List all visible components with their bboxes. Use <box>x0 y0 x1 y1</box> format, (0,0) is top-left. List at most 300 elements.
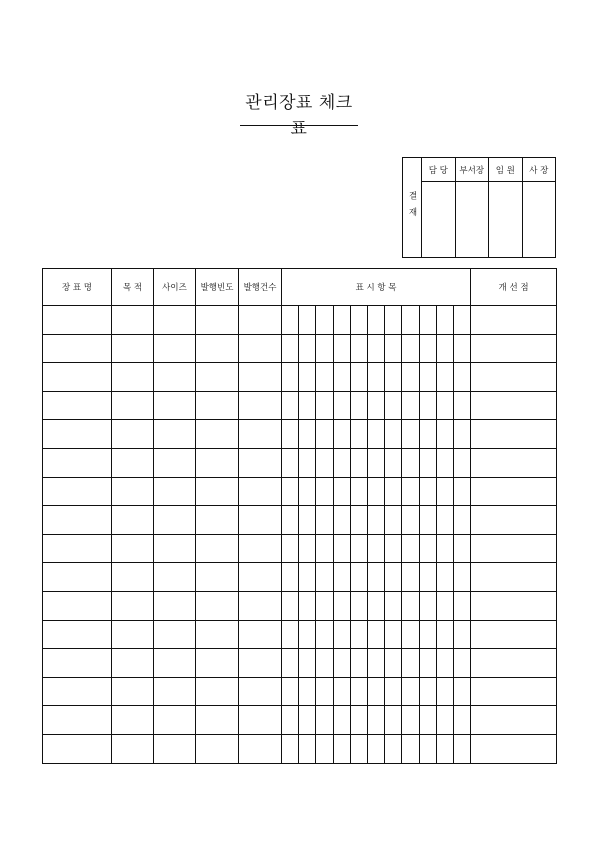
cell-display-item-check[interactable] <box>282 534 299 563</box>
cell-display-item-check[interactable] <box>299 677 316 706</box>
cell-purpose[interactable] <box>112 591 154 620</box>
cell-issue-count[interactable] <box>239 591 282 620</box>
cell-display-item-check[interactable] <box>436 391 453 420</box>
cell-issue-frequency[interactable] <box>196 591 239 620</box>
cell-issue-count[interactable] <box>239 734 282 763</box>
cell-display-item-check[interactable] <box>316 420 333 449</box>
cell-display-item-check[interactable] <box>299 706 316 735</box>
cell-display-item-check[interactable] <box>350 734 367 763</box>
cell-display-item-check[interactable] <box>385 649 402 678</box>
cell-purpose[interactable] <box>112 506 154 535</box>
cell-size[interactable] <box>154 391 196 420</box>
cell-display-item-check[interactable] <box>333 649 350 678</box>
cell-display-item-check[interactable] <box>367 334 384 363</box>
cell-display-item-check[interactable] <box>402 506 419 535</box>
cell-display-item-check[interactable] <box>419 420 436 449</box>
cell-display-item-check[interactable] <box>350 649 367 678</box>
cell-display-item-check[interactable] <box>350 706 367 735</box>
cell-improvement[interactable] <box>471 306 557 335</box>
table-row <box>43 706 557 735</box>
cell-report-name[interactable] <box>43 620 112 649</box>
cell-display-item-check[interactable] <box>333 734 350 763</box>
cell-display-item-check[interactable] <box>333 448 350 477</box>
page-title: 관리장표 체크표 <box>240 90 358 126</box>
cell-display-item-check[interactable] <box>367 649 384 678</box>
cell-display-item-check[interactable] <box>402 363 419 392</box>
cell-size[interactable] <box>154 477 196 506</box>
table-row <box>43 391 557 420</box>
cell-display-item-check[interactable] <box>299 563 316 592</box>
cell-display-item-check[interactable] <box>385 391 402 420</box>
cell-purpose[interactable] <box>112 448 154 477</box>
cell-display-item-check[interactable] <box>282 563 299 592</box>
cell-display-item-check[interactable] <box>367 363 384 392</box>
cell-display-item-check[interactable] <box>436 334 453 363</box>
cell-display-item-check[interactable] <box>436 534 453 563</box>
cell-display-item-check[interactable] <box>316 506 333 535</box>
cell-display-item-check[interactable] <box>436 563 453 592</box>
cell-display-item-check[interactable] <box>367 734 384 763</box>
cell-report-name[interactable] <box>43 534 112 563</box>
cell-issue-count[interactable] <box>239 563 282 592</box>
cell-purpose[interactable] <box>112 420 154 449</box>
cell-issue-frequency[interactable] <box>196 477 239 506</box>
cell-display-item-check[interactable] <box>333 563 350 592</box>
cell-size[interactable] <box>154 334 196 363</box>
cell-display-item-check[interactable] <box>299 448 316 477</box>
cell-display-item-check[interactable] <box>453 363 470 392</box>
cell-display-item-check[interactable] <box>299 591 316 620</box>
cell-display-item-check[interactable] <box>367 677 384 706</box>
cell-issue-count[interactable] <box>239 620 282 649</box>
cell-improvement[interactable] <box>471 591 557 620</box>
signature-cell-staff[interactable] <box>422 182 456 258</box>
cell-display-item-check[interactable] <box>299 363 316 392</box>
cell-purpose[interactable] <box>112 620 154 649</box>
cell-display-item-check[interactable] <box>367 391 384 420</box>
cell-display-item-check[interactable] <box>282 391 299 420</box>
cell-issue-count[interactable] <box>239 506 282 535</box>
cell-display-item-check[interactable] <box>385 534 402 563</box>
cell-display-item-check[interactable] <box>385 306 402 335</box>
approval-header-president: 사 장 <box>522 158 556 182</box>
cell-improvement[interactable] <box>471 477 557 506</box>
cell-size[interactable] <box>154 420 196 449</box>
cell-display-item-check[interactable] <box>402 563 419 592</box>
cell-display-item-check[interactable] <box>385 363 402 392</box>
cell-display-item-check[interactable] <box>367 448 384 477</box>
cell-display-item-check[interactable] <box>453 391 470 420</box>
cell-issue-frequency[interactable] <box>196 620 239 649</box>
cell-display-item-check[interactable] <box>316 591 333 620</box>
cell-display-item-check[interactable] <box>350 363 367 392</box>
cell-display-item-check[interactable] <box>402 677 419 706</box>
approval-header-row <box>403 158 556 182</box>
cell-display-item-check[interactable] <box>402 649 419 678</box>
cell-display-item-check[interactable] <box>402 334 419 363</box>
cell-report-name[interactable] <box>43 506 112 535</box>
cell-display-item-check[interactable] <box>316 563 333 592</box>
cell-display-item-check[interactable] <box>385 563 402 592</box>
approval-header-staff: 담 당 <box>422 158 456 182</box>
cell-display-item-check[interactable] <box>453 591 470 620</box>
table-row <box>43 363 557 392</box>
cell-display-item-check[interactable] <box>299 506 316 535</box>
cell-display-item-check[interactable] <box>299 420 316 449</box>
cell-display-item-check[interactable] <box>282 448 299 477</box>
cell-display-item-check[interactable] <box>419 706 436 735</box>
cell-issue-frequency[interactable] <box>196 420 239 449</box>
table-row <box>43 306 557 335</box>
cell-report-name[interactable] <box>43 420 112 449</box>
cell-issue-count[interactable] <box>239 420 282 449</box>
cell-display-item-check[interactable] <box>453 534 470 563</box>
cell-issue-frequency[interactable] <box>196 363 239 392</box>
cell-display-item-check[interactable] <box>419 620 436 649</box>
cell-display-item-check[interactable] <box>453 420 470 449</box>
cell-display-item-check[interactable] <box>299 391 316 420</box>
cell-display-item-check[interactable] <box>385 420 402 449</box>
cell-display-item-check[interactable] <box>316 477 333 506</box>
cell-display-item-check[interactable] <box>453 306 470 335</box>
cell-size[interactable] <box>154 620 196 649</box>
cell-purpose[interactable] <box>112 334 154 363</box>
cell-display-item-check[interactable] <box>419 677 436 706</box>
cell-display-item-check[interactable] <box>402 391 419 420</box>
cell-display-item-check[interactable] <box>316 534 333 563</box>
approval-header-executive: 임 원 <box>489 158 523 182</box>
cell-display-item-check[interactable] <box>367 534 384 563</box>
cell-display-item-check[interactable] <box>350 306 367 335</box>
cell-display-item-check[interactable] <box>333 363 350 392</box>
cell-issue-frequency[interactable] <box>196 649 239 678</box>
table-row <box>43 620 557 649</box>
cell-display-item-check[interactable] <box>402 734 419 763</box>
cell-report-name[interactable] <box>43 677 112 706</box>
cell-display-item-check[interactable] <box>453 620 470 649</box>
cell-display-item-check[interactable] <box>453 734 470 763</box>
cell-display-item-check[interactable] <box>453 563 470 592</box>
cell-purpose[interactable] <box>112 563 154 592</box>
cell-display-item-check[interactable] <box>453 477 470 506</box>
cell-display-item-check[interactable] <box>282 649 299 678</box>
cell-issue-count[interactable] <box>239 706 282 735</box>
cell-size[interactable] <box>154 563 196 592</box>
cell-display-item-check[interactable] <box>299 334 316 363</box>
cell-purpose[interactable] <box>112 734 154 763</box>
table-row <box>43 677 557 706</box>
cell-display-item-check[interactable] <box>333 677 350 706</box>
cell-report-name[interactable] <box>43 591 112 620</box>
cell-display-item-check[interactable] <box>453 677 470 706</box>
cell-size[interactable] <box>154 363 196 392</box>
cell-issue-frequency[interactable] <box>196 734 239 763</box>
cell-display-item-check[interactable] <box>436 706 453 735</box>
cell-display-item-check[interactable] <box>385 620 402 649</box>
cell-display-item-check[interactable] <box>350 477 367 506</box>
cell-display-item-check[interactable] <box>316 677 333 706</box>
cell-display-item-check[interactable] <box>419 363 436 392</box>
cell-size[interactable] <box>154 306 196 335</box>
cell-display-item-check[interactable] <box>436 734 453 763</box>
cell-display-item-check[interactable] <box>385 591 402 620</box>
cell-improvement[interactable] <box>471 620 557 649</box>
cell-display-item-check[interactable] <box>385 706 402 735</box>
cell-display-item-check[interactable] <box>333 477 350 506</box>
cell-display-item-check[interactable] <box>453 506 470 535</box>
cell-display-item-check[interactable] <box>282 334 299 363</box>
cell-improvement[interactable] <box>471 734 557 763</box>
cell-size[interactable] <box>154 448 196 477</box>
header-display-items: 표 시 항 목 <box>282 269 471 306</box>
table-row <box>43 563 557 592</box>
cell-size[interactable] <box>154 534 196 563</box>
table-row <box>43 448 557 477</box>
cell-display-item-check[interactable] <box>350 391 367 420</box>
cell-display-item-check[interactable] <box>402 477 419 506</box>
cell-issue-frequency[interactable] <box>196 506 239 535</box>
cell-display-item-check[interactable] <box>333 534 350 563</box>
cell-display-item-check[interactable] <box>333 620 350 649</box>
cell-display-item-check[interactable] <box>333 706 350 735</box>
cell-display-item-check[interactable] <box>385 448 402 477</box>
cell-display-item-check[interactable] <box>333 591 350 620</box>
header-issue-count: 발행건수 <box>239 269 282 306</box>
cell-report-name[interactable] <box>43 477 112 506</box>
cell-display-item-check[interactable] <box>436 363 453 392</box>
cell-display-item-check[interactable] <box>350 620 367 649</box>
cell-improvement[interactable] <box>471 334 557 363</box>
cell-size[interactable] <box>154 734 196 763</box>
cell-display-item-check[interactable] <box>333 506 350 535</box>
cell-display-item-check[interactable] <box>350 448 367 477</box>
approval-side-label: 결재 <box>403 158 422 258</box>
cell-purpose[interactable] <box>112 363 154 392</box>
cell-display-item-check[interactable] <box>316 649 333 678</box>
cell-report-name[interactable] <box>43 448 112 477</box>
cell-display-item-check[interactable] <box>299 620 316 649</box>
cell-display-item-check[interactable] <box>367 620 384 649</box>
cell-display-item-check[interactable] <box>350 677 367 706</box>
cell-issue-count[interactable] <box>239 677 282 706</box>
cell-improvement[interactable] <box>471 363 557 392</box>
cell-display-item-check[interactable] <box>367 591 384 620</box>
approval-signature-row <box>403 182 556 258</box>
cell-display-item-check[interactable] <box>316 306 333 335</box>
cell-display-item-check[interactable] <box>436 620 453 649</box>
cell-report-name[interactable] <box>43 734 112 763</box>
signature-cell-president[interactable] <box>522 182 556 258</box>
cell-issue-count[interactable] <box>239 448 282 477</box>
cell-issue-count[interactable] <box>239 534 282 563</box>
table-row <box>43 334 557 363</box>
cell-issue-count[interactable] <box>239 306 282 335</box>
cell-improvement[interactable] <box>471 706 557 735</box>
cell-display-item-check[interactable] <box>350 534 367 563</box>
cell-display-item-check[interactable] <box>436 677 453 706</box>
cell-display-item-check[interactable] <box>436 420 453 449</box>
cell-display-item-check[interactable] <box>453 706 470 735</box>
cell-display-item-check[interactable] <box>419 391 436 420</box>
cell-display-item-check[interactable] <box>367 477 384 506</box>
cell-display-item-check[interactable] <box>385 677 402 706</box>
cell-size[interactable] <box>154 506 196 535</box>
signature-cell-executive[interactable] <box>489 182 523 258</box>
cell-display-item-check[interactable] <box>316 448 333 477</box>
cell-report-name[interactable] <box>43 391 112 420</box>
cell-improvement[interactable] <box>471 506 557 535</box>
cell-improvement[interactable] <box>471 534 557 563</box>
cell-display-item-check[interactable] <box>350 420 367 449</box>
cell-display-item-check[interactable] <box>453 649 470 678</box>
cell-improvement[interactable] <box>471 420 557 449</box>
cell-issue-frequency[interactable] <box>196 391 239 420</box>
cell-display-item-check[interactable] <box>350 591 367 620</box>
cell-issue-frequency[interactable] <box>196 448 239 477</box>
cell-issue-count[interactable] <box>239 477 282 506</box>
cell-display-item-check[interactable] <box>316 620 333 649</box>
cell-issue-count[interactable] <box>239 391 282 420</box>
cell-issue-frequency[interactable] <box>196 677 239 706</box>
cell-display-item-check[interactable] <box>453 334 470 363</box>
cell-display-item-check[interactable] <box>402 706 419 735</box>
cell-purpose[interactable] <box>112 706 154 735</box>
cell-display-item-check[interactable] <box>282 506 299 535</box>
cell-issue-frequency[interactable] <box>196 334 239 363</box>
cell-display-item-check[interactable] <box>282 706 299 735</box>
cell-display-item-check[interactable] <box>299 734 316 763</box>
cell-display-item-check[interactable] <box>367 306 384 335</box>
cell-issue-frequency[interactable] <box>196 534 239 563</box>
cell-display-item-check[interactable] <box>333 420 350 449</box>
cell-purpose[interactable] <box>112 306 154 335</box>
cell-display-item-check[interactable] <box>333 391 350 420</box>
cell-purpose[interactable] <box>112 391 154 420</box>
cell-display-item-check[interactable] <box>367 563 384 592</box>
cell-display-item-check[interactable] <box>402 306 419 335</box>
cell-report-name[interactable] <box>43 306 112 335</box>
cell-issue-frequency[interactable] <box>196 706 239 735</box>
cell-display-item-check[interactable] <box>316 706 333 735</box>
cell-report-name[interactable] <box>43 649 112 678</box>
cell-issue-count[interactable] <box>239 363 282 392</box>
cell-display-item-check[interactable] <box>436 477 453 506</box>
cell-improvement[interactable] <box>471 649 557 678</box>
cell-purpose[interactable] <box>112 477 154 506</box>
approval-header-dept-head: 부서장 <box>455 158 489 182</box>
cell-display-item-check[interactable] <box>436 448 453 477</box>
cell-display-item-check[interactable] <box>385 506 402 535</box>
cell-display-item-check[interactable] <box>367 506 384 535</box>
table-row <box>43 534 557 563</box>
cell-display-item-check[interactable] <box>282 363 299 392</box>
signature-cell-dept-head[interactable] <box>455 182 489 258</box>
cell-display-item-check[interactable] <box>402 448 419 477</box>
cell-display-item-check[interactable] <box>282 734 299 763</box>
cell-purpose[interactable] <box>112 534 154 563</box>
cell-issue-frequency[interactable] <box>196 306 239 335</box>
table-header-row <box>43 269 557 306</box>
cell-display-item-check[interactable] <box>419 563 436 592</box>
header-size: 사이즈 <box>154 269 196 306</box>
cell-display-item-check[interactable] <box>350 506 367 535</box>
cell-display-item-check[interactable] <box>453 448 470 477</box>
cell-display-item-check[interactable] <box>419 306 436 335</box>
cell-display-item-check[interactable] <box>316 363 333 392</box>
cell-display-item-check[interactable] <box>333 334 350 363</box>
cell-display-item-check[interactable] <box>282 591 299 620</box>
header-purpose: 목 적 <box>112 269 154 306</box>
cell-display-item-check[interactable] <box>385 334 402 363</box>
cell-display-item-check[interactable] <box>419 506 436 535</box>
cell-display-item-check[interactable] <box>282 420 299 449</box>
cell-display-item-check[interactable] <box>419 477 436 506</box>
cell-improvement[interactable] <box>471 677 557 706</box>
cell-display-item-check[interactable] <box>402 534 419 563</box>
cell-display-item-check[interactable] <box>350 334 367 363</box>
cell-report-name[interactable] <box>43 334 112 363</box>
cell-display-item-check[interactable] <box>402 620 419 649</box>
cell-display-item-check[interactable] <box>299 534 316 563</box>
cell-display-item-check[interactable] <box>385 477 402 506</box>
cell-display-item-check[interactable] <box>350 563 367 592</box>
cell-improvement[interactable] <box>471 391 557 420</box>
cell-display-item-check[interactable] <box>436 506 453 535</box>
cell-display-item-check[interactable] <box>419 734 436 763</box>
cell-display-item-check[interactable] <box>385 734 402 763</box>
cell-display-item-check[interactable] <box>367 706 384 735</box>
cell-display-item-check[interactable] <box>299 306 316 335</box>
cell-display-item-check[interactable] <box>419 591 436 620</box>
cell-display-item-check[interactable] <box>299 477 316 506</box>
cell-display-item-check[interactable] <box>282 677 299 706</box>
cell-display-item-check[interactable] <box>419 334 436 363</box>
cell-display-item-check[interactable] <box>282 306 299 335</box>
cell-report-name[interactable] <box>43 706 112 735</box>
cell-purpose[interactable] <box>112 677 154 706</box>
cell-issue-frequency[interactable] <box>196 563 239 592</box>
report-check-table <box>42 268 557 764</box>
cell-display-item-check[interactable] <box>436 591 453 620</box>
cell-display-item-check[interactable] <box>419 448 436 477</box>
cell-display-item-check[interactable] <box>436 306 453 335</box>
cell-display-item-check[interactable] <box>402 420 419 449</box>
cell-display-item-check[interactable] <box>282 620 299 649</box>
cell-display-item-check[interactable] <box>299 649 316 678</box>
cell-size[interactable] <box>154 677 196 706</box>
cell-size[interactable] <box>154 649 196 678</box>
cell-report-name[interactable] <box>43 363 112 392</box>
cell-size[interactable] <box>154 591 196 620</box>
cell-display-item-check[interactable] <box>402 591 419 620</box>
cell-display-item-check[interactable] <box>419 649 436 678</box>
cell-display-item-check[interactable] <box>316 334 333 363</box>
cell-report-name[interactable] <box>43 563 112 592</box>
cell-display-item-check[interactable] <box>419 534 436 563</box>
cell-display-item-check[interactable] <box>316 391 333 420</box>
cell-issue-count[interactable] <box>239 334 282 363</box>
cell-display-item-check[interactable] <box>333 306 350 335</box>
cell-improvement[interactable] <box>471 448 557 477</box>
cell-purpose[interactable] <box>112 649 154 678</box>
cell-display-item-check[interactable] <box>367 420 384 449</box>
cell-display-item-check[interactable] <box>316 734 333 763</box>
cell-display-item-check[interactable] <box>282 477 299 506</box>
cell-display-item-check[interactable] <box>436 649 453 678</box>
cell-size[interactable] <box>154 706 196 735</box>
cell-improvement[interactable] <box>471 563 557 592</box>
cell-issue-count[interactable] <box>239 649 282 678</box>
